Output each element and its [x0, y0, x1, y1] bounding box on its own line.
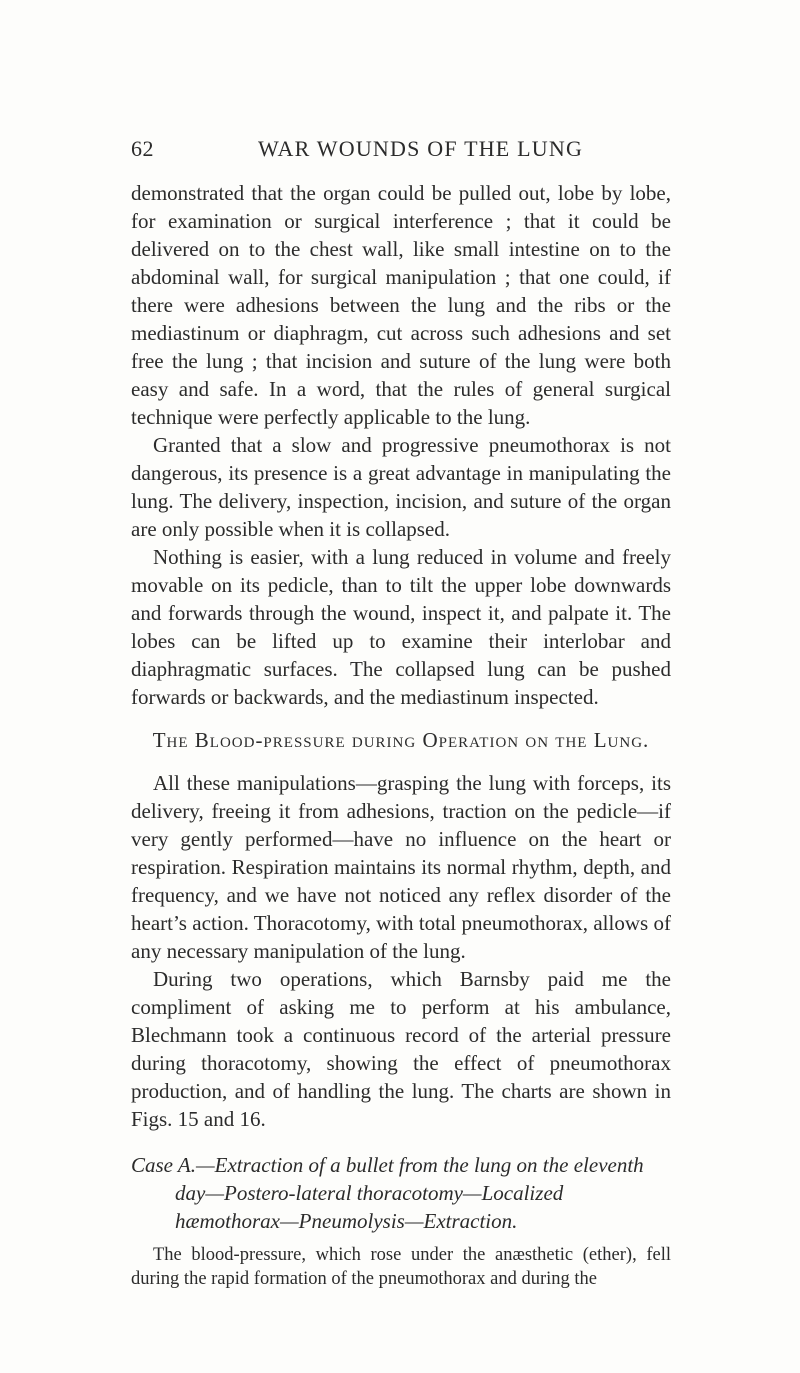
body-text — [131, 179, 671, 1291]
paragraph-manipulations-effect: All these manipulations—grasping the lung with forceps, its delivery, freeing it from adhesions, traction on the pedicle—if very gently performed—have no influence on the heart or respiration. Respiration maintains its normal rhythm, depth, and frequency, and we have not noticed any reflex disorder of the heart’s action. Thoracotomy, with total pneumothorax, allows of any necessary manipulation of the lung. — [131, 771, 671, 963]
section-heading: The Blood-pressure during Operation on the Lung. — [152, 728, 650, 752]
running-title: WAR WOUNDS OF THE LUNG — [258, 136, 584, 161]
paragraph-operations-record: During two operations, which Barnsby paid me the compliment of asking me to perform at his ambulance, Blechmann took a continuous record of the arterial pressure during thoracotomy, showing the effect of pneumothorax production, and of handling the lung. The charts are shown in Figs. 15 and 16. — [131, 967, 671, 1131]
paragraph-continued: demonstrated that the organ could be pulled out, lobe by lobe, for examination or surgical interference ; that it could be delivered on to the chest wall, like small intestine on to the abdominal wall, for surgical manipulation ; that one could, if there were adhesions between the lung and the ribs or the mediastinum or diaphragm, cut across such adhesions and set free the lung ; that incision and suture of the lung were both easy and safe. In a word, that the rules of general surgical technique were perfectly applicable to the lung. — [131, 181, 671, 429]
paragraph-pneumothorax: Granted that a slow and progressive pneumothorax is not dangerous, its presence is a great advantage in manipulating the lung. The delivery, inspection, incision, and suture of the organ are only possible when it is collapsed. — [131, 433, 671, 541]
page-header — [0, 136, 800, 166]
case-heading: Case A.—Extraction of a bullet from the lung on the eleventh day—Postero-lateral thoracotomy—Localized hæmothorax—Pneumolysis—Extraction. — [131, 1153, 644, 1233]
paragraph-manipulation: Nothing is easier, with a lung reduced in volume and freely movable on its pedicle, than to tilt the upper lobe downwards and forwards through the wound, inspect it, and palpate it. The lobes can be lifted up to examine their interlobar and diaphragmatic surfaces. The collapsed lung can be pushed forwards or backwards, and the mediastinum inspected. — [131, 545, 671, 709]
paragraph-blood-pressure: The blood-pressure, which rose under the anæsthetic (ether), fell during the rapid formation of the pneumothorax and during the — [131, 1245, 671, 1289]
page-number: 62 — [131, 136, 154, 161]
